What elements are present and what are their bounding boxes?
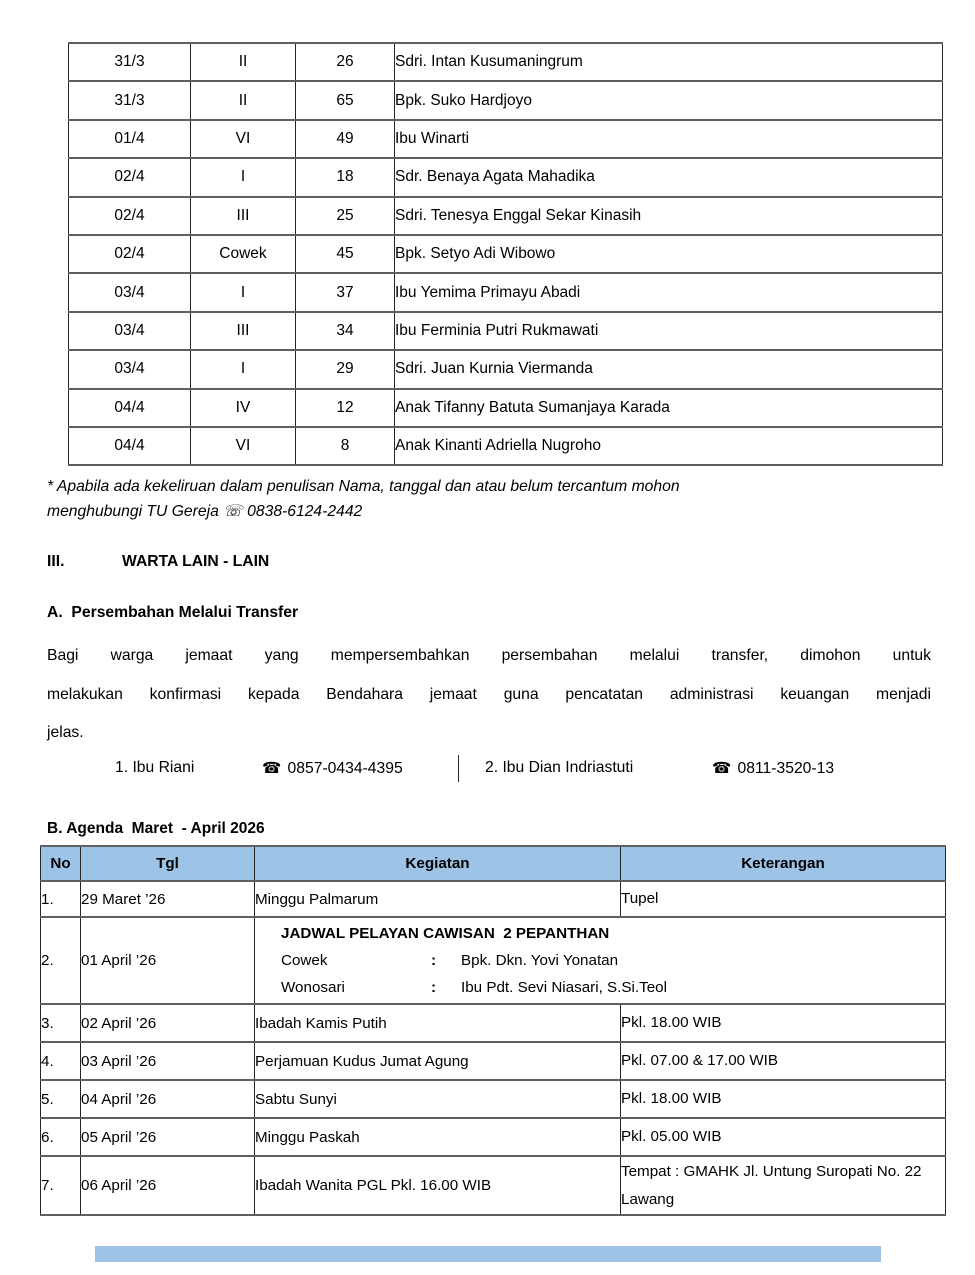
contact-1-number: 0857-0434-4395 [287, 760, 403, 777]
section-heading-warta-lain [47, 553, 269, 571]
jadwal-line [255, 947, 945, 974]
cell-date: 03/4 [69, 350, 191, 388]
cell-no: 2. [41, 917, 81, 1004]
treasurer-contacts [115, 752, 834, 784]
cell-number: 65 [296, 81, 395, 119]
cell-no: 5. [41, 1080, 81, 1118]
cell-number: 18 [296, 158, 395, 196]
cell-keterangan: Tempat : GMAHK Jl. Untung Suropati No. 22 Lawang [621, 1156, 946, 1215]
cell-group: I [191, 158, 296, 196]
subsection-heading-transfer: A. Persembahan Melalui Transfer [47, 604, 299, 621]
cell-tgl: 03 April ’26 [81, 1042, 255, 1080]
cell-number: 25 [296, 197, 395, 235]
telephone-icon: ☎ [712, 760, 732, 777]
cell-name: Ibu Ferminia Putri Rukmawati [395, 312, 943, 350]
jadwal-colon: : [431, 952, 437, 969]
cell-name: Sdri. Juan Kurnia Viermanda [395, 350, 943, 388]
cell-group: VI [191, 120, 296, 158]
jadwal-minister: Bpk. Dkn. Yovi Yonatan [461, 952, 619, 969]
header-kegiatan: Kegiatan [255, 846, 621, 881]
jadwal-place: Cowek [281, 952, 328, 969]
table-row [69, 235, 943, 273]
cell-kegiatan: Ibadah Kamis Putih [255, 1004, 621, 1042]
next-table-header-strip [95, 1246, 881, 1262]
cell-no: 7. [41, 1156, 81, 1215]
note-line-2-text: menghubungi TU Gereja [47, 503, 219, 520]
table-row [69, 350, 943, 388]
table-row [69, 312, 943, 350]
cell-group: Cowek [191, 235, 296, 273]
note-line-1: * Apabila ada kekeliruan dalam penulisan Nama, tanggal dan atau belum tercantum mohon [47, 478, 680, 495]
table-row [69, 427, 943, 465]
cell-date: 03/4 [69, 312, 191, 350]
contact-2-name: 2. Ibu Dian Indriastuti [485, 759, 634, 776]
cell-group: I [191, 273, 296, 311]
cell-tgl: 01 April ’26 [81, 917, 255, 1004]
jadwal-line [255, 974, 945, 1001]
cell-group: VI [191, 427, 296, 465]
cell-date: 04/4 [69, 389, 191, 427]
cell-date: 04/4 [69, 427, 191, 465]
cell-date: 31/3 [69, 43, 191, 81]
jadwal-place: Wonosari [281, 979, 345, 996]
contacts-divider [458, 755, 459, 782]
cell-name: Ibu Yemima Primayu Abadi [395, 273, 943, 311]
cell-group: III [191, 197, 296, 235]
header-keterangan: Keterangan [621, 846, 946, 881]
cell-date: 31/3 [69, 81, 191, 119]
cell-no: 3. [41, 1004, 81, 1042]
cell-keterangan: Pkl. 05.00 WIB [621, 1118, 946, 1156]
cell-date: 02/4 [69, 235, 191, 273]
jadwal-title: JADWAL PELAYAN CAWISAN 2 PEPANTHAN [281, 925, 610, 942]
cell-kegiatan: Minggu Paskah [255, 1118, 621, 1156]
correction-note [47, 474, 937, 524]
cell-tgl: 04 April ’26 [81, 1080, 255, 1118]
cell-date: 03/4 [69, 273, 191, 311]
cell-number: 12 [296, 389, 395, 427]
note-phone-number: 0838-6124-2442 [247, 503, 363, 520]
cell-keterangan: Tupel [621, 881, 946, 917]
transfer-paragraph [47, 637, 931, 753]
jadwal-minister: Ibu Pdt. Sevi Niasari, S.Si.Teol [461, 979, 667, 996]
cell-number: 29 [296, 350, 395, 388]
agenda-row [41, 1042, 946, 1080]
cell-name: Sdri. Intan Kusumaningrum [395, 43, 943, 81]
subsection-heading-agenda: B. Agenda Maret - April 2026 [47, 820, 265, 837]
agenda-table [40, 845, 946, 1216]
cell-number: 34 [296, 312, 395, 350]
cell-name: Anak Tifanny Batuta Sumanjaya Karada [395, 389, 943, 427]
agenda-row [41, 881, 946, 917]
contact-2-phone [712, 758, 834, 778]
cell-group: III [191, 312, 296, 350]
cell-date: 01/4 [69, 120, 191, 158]
cell-tgl: 06 April ’26 [81, 1156, 255, 1215]
agenda-row [41, 1004, 946, 1042]
cell-kegiatan: Ibadah Wanita PGL Pkl. 16.00 WIB [255, 1156, 621, 1215]
cell-group: I [191, 350, 296, 388]
agenda-row [41, 917, 946, 1004]
table-row [69, 81, 943, 119]
cell-kegiatan: Perjamuan Kudus Jumat Agung [255, 1042, 621, 1080]
table-row [69, 43, 943, 81]
contact-2-number: 0811-3520-13 [737, 760, 835, 777]
cell-name: Sdri. Tenesya Enggal Sekar Kinasih [395, 197, 943, 235]
agenda-row [41, 1118, 946, 1156]
jadwal-colon: : [431, 979, 437, 996]
table-row [69, 120, 943, 158]
telephone-icon: ☎ [262, 760, 282, 777]
table-row [69, 273, 943, 311]
cell-number: 37 [296, 273, 395, 311]
cell-kegiatan: Minggu Palmarum [255, 881, 621, 917]
table-row [69, 158, 943, 196]
cell-group: IV [191, 389, 296, 427]
header-no: No [41, 846, 81, 881]
cell-no: 1. [41, 881, 81, 917]
agenda-row [41, 1080, 946, 1118]
cell-date: 02/4 [69, 158, 191, 196]
contact-1-name: 1. Ibu Riani [115, 759, 195, 776]
table-row [69, 197, 943, 235]
cell-number: 49 [296, 120, 395, 158]
cell-name: Bpk. Setyo Adi Wibowo [395, 235, 943, 273]
header-tgl: Tgl [81, 846, 255, 881]
cell-keterangan: Pkl. 07.00 & 17.00 WIB [621, 1042, 946, 1080]
cell-name: Anak Kinanti Adriella Nugroho [395, 427, 943, 465]
contact-1-phone [262, 758, 458, 778]
paragraph-line: Bagi warga jemaat yang mempersembahkan persembahan melalui transfer, dimohon untuk [47, 647, 931, 664]
cell-tgl: 02 April ’26 [81, 1004, 255, 1042]
cell-name: Bpk. Suko Hardjoyo [395, 81, 943, 119]
paragraph-line: jelas. [47, 724, 84, 742]
agenda-header-row [41, 846, 946, 881]
section-title: WARTA LAIN - LAIN [122, 553, 270, 570]
names-table [68, 42, 943, 466]
cell-number: 8 [296, 427, 395, 465]
cell-group: II [191, 81, 296, 119]
agenda-row [41, 1156, 946, 1215]
cell-jadwal-pelayan [255, 917, 946, 1004]
cell-kegiatan: Sabtu Sunyi [255, 1080, 621, 1118]
cell-date: 02/4 [69, 197, 191, 235]
cell-no: 4. [41, 1042, 81, 1080]
telephone-icon: ☏ [223, 503, 243, 520]
table-row [69, 389, 943, 427]
jadwal-block [255, 918, 945, 1003]
cell-tgl: 05 April ’26 [81, 1118, 255, 1156]
cell-name: Sdr. Benaya Agata Mahadika [395, 158, 943, 196]
cell-no: 6. [41, 1118, 81, 1156]
paragraph-line: melakukan konfirmasi kepada Bendahara jemaat guna pencatatan administrasi keuangan menjadi [47, 685, 931, 703]
cell-keterangan: Pkl. 18.00 WIB [621, 1080, 946, 1118]
note-line-2 [47, 499, 937, 524]
cell-keterangan: Pkl. 18.00 WIB [621, 1004, 946, 1042]
section-numeral: III. [47, 553, 65, 570]
cell-number: 45 [296, 235, 395, 273]
cell-group: II [191, 43, 296, 81]
cell-number: 26 [296, 43, 395, 81]
cell-name: Ibu Winarti [395, 120, 943, 158]
cell-tgl: 29 Maret ’26 [81, 881, 255, 917]
